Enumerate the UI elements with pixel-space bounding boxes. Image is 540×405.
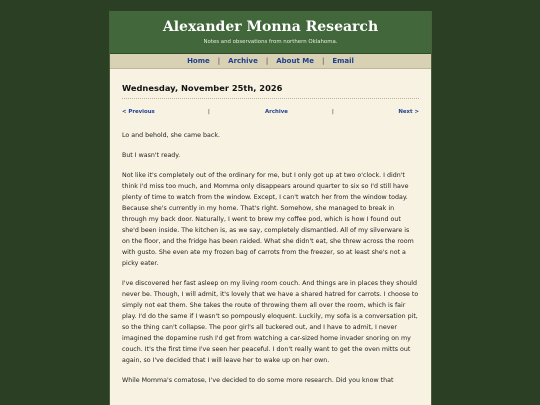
post-paragraph: While Momma's comatose, I've decided to do some more research. Did you know that xyxy=(122,377,394,384)
post-nav-separator: | xyxy=(332,109,334,115)
post-paragraph: But I wasn't ready. xyxy=(122,152,181,159)
post-navigation xyxy=(122,109,419,119)
next-post-link[interactable]: Next > xyxy=(398,109,419,115)
nav-bar xyxy=(110,54,431,69)
blog-page xyxy=(109,11,432,405)
nav-link-archive[interactable]: Archive xyxy=(228,57,258,65)
nav-link-home[interactable]: Home xyxy=(187,57,210,65)
site-header xyxy=(110,11,431,54)
nav-separator: | xyxy=(321,57,325,65)
post-paragraph: Lo and behold, she came back. xyxy=(122,132,221,139)
nav-link-about[interactable]: About Me xyxy=(276,57,314,65)
nav-link-email[interactable]: Email xyxy=(332,57,354,65)
previous-post-link[interactable]: < Previous xyxy=(122,109,155,115)
nav-separator: | xyxy=(265,57,269,65)
post-body xyxy=(122,130,419,386)
post-content xyxy=(110,82,431,386)
site-title[interactable]: Alexander Monna Research xyxy=(162,19,379,35)
post-paragraph: Not like it's completely out of the ordinary for me, but I only got up at two o'clock. I didn't think I'd miss too much, and Momma only disappears around quarter to six so I'd still have plenty of time to watch from the window. Except, I can't watch her from the window today. Because she's currently in my home. That's right. Somehow, she managed to break in through my back door. Naturally, I went to brew my coffee pod, which is how I found out she'd been inside. The kitchen is, as we say, completely dismantled. All of my silverware is on the floor, and the fridge has been raided. What she didn't eat, she threw across the room with gusto. She even ate my frozen bag of carrots from the freezer, so at least she's not a picky eater. xyxy=(122,172,414,267)
post-paragraph: I've discovered her fast asleep on my living room couch. And things are in places they should never be. Though, I will admit, it's lovely that we have a shared hatred for carrots. I choose to simply not eat them. She takes the route of throwing them all over the room, which is fair play. I'd do the same if I wasn't so pompously eloquent. Luckily, my sofa is a conversation pit, so the thing can't collapse. The poor girl's all tuckered out, and I have to admit, I never imagined the dopamine rush I'd get from watching a car-sized home invader snoring on my couch. It's the first time I've seen her peaceful. I don't really want to get the oven mitts out again, so I've decided that I will leave her to wake up on her own. xyxy=(122,280,419,364)
post-archive-link[interactable]: Archive xyxy=(265,109,288,115)
post-date: Wednesday, November 25th, 2026 xyxy=(122,82,419,99)
post-nav-separator: | xyxy=(208,109,210,115)
nav-separator: | xyxy=(217,57,221,65)
site-tagline: Notes and observations from northern Oklahoma. xyxy=(203,39,338,45)
